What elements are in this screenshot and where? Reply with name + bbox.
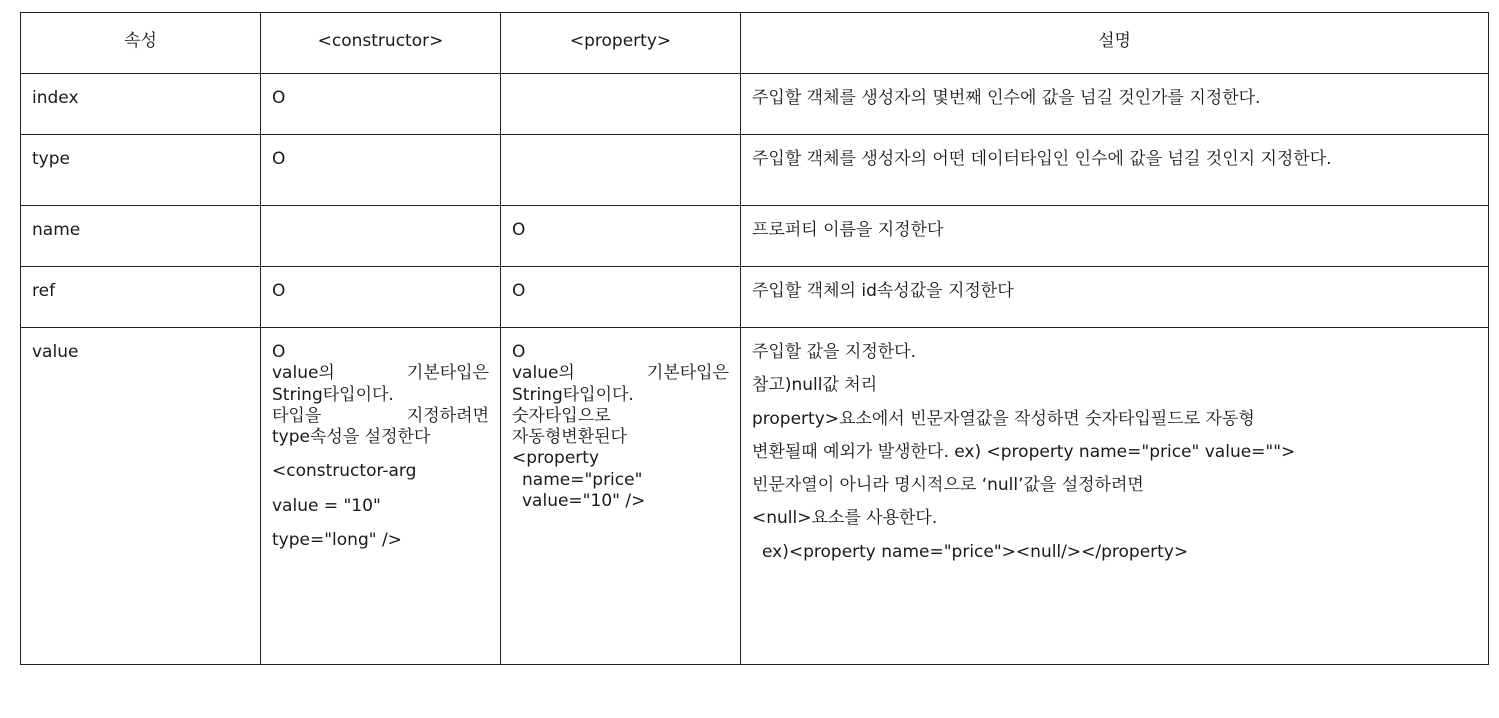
header-attribute: 속성	[21, 13, 261, 74]
note-line: type속성을 설정한다	[272, 427, 431, 447]
cell-description: 주입할 객체를 생성자의 어떤 데이터타입인 인수에 값을 넘길 것인지 지정한다.	[741, 135, 1489, 206]
code-line: value = "10"	[272, 495, 381, 516]
table-row	[21, 206, 1489, 267]
cell-property-mark: O	[501, 267, 741, 328]
code-line: type="long" />	[272, 529, 402, 550]
table-row	[21, 135, 1489, 206]
note-line: O	[512, 342, 526, 362]
cell-description: 주입할 객체의 id속성값을 지정한다	[741, 267, 1489, 328]
code-line: value="10" />	[522, 490, 646, 511]
cell-property-notes	[501, 328, 741, 665]
code-line: <constructor-arg	[272, 461, 417, 482]
note-line: 자동형변환된다	[512, 427, 627, 447]
desc-line: 참고)null값 처리	[752, 375, 878, 396]
cell-attr-name: index	[21, 74, 261, 135]
table-row	[21, 74, 1489, 135]
cell-constructor-mark: O	[261, 74, 501, 135]
desc-line: 변환될때 예외가 발생한다. ex) <property name="price" value="">	[752, 441, 1296, 462]
cell-property-mark	[501, 74, 741, 135]
desc-line: 주입할 값을 지정한다.	[752, 342, 917, 362]
note-line: O	[272, 342, 286, 362]
header-constructor: <constructor>	[261, 13, 501, 74]
cell-constructor-mark: O	[261, 267, 501, 328]
table-row	[21, 267, 1489, 328]
cell-description-notes	[741, 328, 1489, 665]
code-line: <property	[512, 448, 600, 469]
cell-constructor-mark	[261, 206, 501, 267]
note-line: String타입이다.	[272, 384, 394, 405]
note-line: 타입을 지정하려면	[272, 405, 489, 426]
cell-attr-name: name	[21, 206, 261, 267]
cell-constructor-notes	[261, 328, 501, 665]
cell-attr-name: value	[21, 328, 261, 665]
desc-line: <null>요소를 사용한다.	[752, 508, 938, 529]
note-line: value의 기본타입은	[272, 363, 489, 384]
table-header-row	[21, 13, 1489, 74]
cell-constructor-mark: O	[261, 135, 501, 206]
attribute-table	[20, 12, 1489, 665]
note-line: value의 기본타입은	[512, 363, 729, 384]
table-row	[21, 328, 1489, 665]
header-property: <property>	[501, 13, 741, 74]
desc-line: 빈문자열이 아니라 명시적으로 ‘null’값을 설정하려면	[752, 475, 1144, 495]
desc-line: ex)<property name="price"><null/></property>	[762, 541, 1189, 562]
cell-property-mark: O	[501, 206, 741, 267]
cell-property-mark	[501, 135, 741, 206]
desc-line: property>요소에서 빈문자열값을 작성하면 숫자타입필드로 자동형	[752, 408, 1255, 429]
header-description: 설명	[741, 13, 1489, 74]
note-line: String타입이다.	[512, 384, 634, 405]
cell-description: 프로퍼티 이름을 지정한다	[741, 206, 1489, 267]
cell-attr-name: type	[21, 135, 261, 206]
cell-attr-name: ref	[21, 267, 261, 328]
note-line: 숫자타입으로	[512, 405, 611, 426]
code-line: name="price"	[522, 469, 643, 490]
cell-description: 주입할 객체를 생성자의 몇번째 인수에 값을 넘길 것인가를 지정한다.	[741, 74, 1489, 135]
